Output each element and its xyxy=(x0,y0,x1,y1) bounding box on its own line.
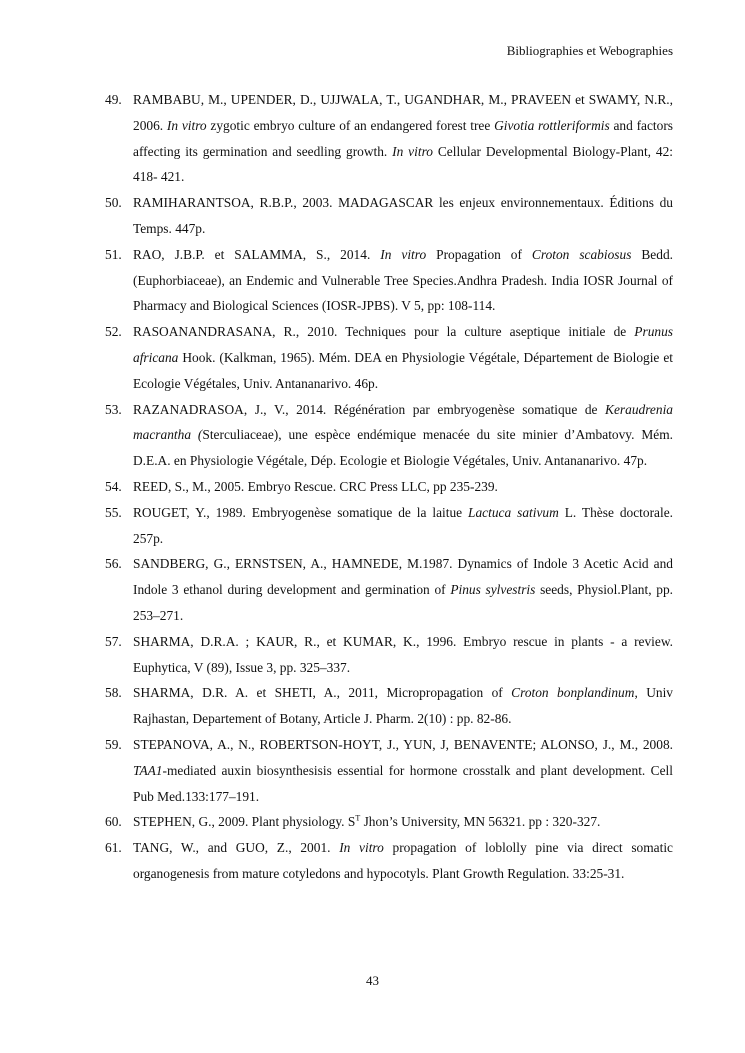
reference-item xyxy=(105,551,673,628)
reference-text-segment: ROUGET, Y., 1989. Embryogenèse somatique de la laitue xyxy=(133,504,469,520)
reference-text xyxy=(133,505,673,546)
reference-item xyxy=(105,835,673,887)
reference-italic-text: Croton bonplandinum xyxy=(511,685,635,701)
reference-italic-text: Givotia rottleriformis xyxy=(494,117,610,133)
reference-number: 50. xyxy=(105,195,122,211)
reference-text-segment: Cellular Developmental Biology-Plant, 42: 418- 421. xyxy=(133,143,673,185)
reference-text-segment: RAMIHARANTSOA, R.B.P., 2003. MADAGASCAR les enjeux environnementaux. Éditions du Temps. 447p. xyxy=(133,195,673,236)
reference-number: 56. xyxy=(105,556,122,572)
reference-number: 54. xyxy=(105,478,122,494)
reference-text-segment: and factors affecting its germination and seedling growth. xyxy=(133,117,674,159)
reference-text-segment: REED, S., M., 2005. Embryo Rescue. CRC Press LLC, pp 235-239. xyxy=(133,478,498,494)
reference-text-segment: Hook. (Kalkman, 1965). Mém. DEA en Physiologie Végétale, Département de Biologie et Ecologie Végétales, Univ. Antananarivo. 46p. xyxy=(133,349,673,391)
reference-italic-text: In vitro xyxy=(392,143,433,159)
reference-text xyxy=(133,814,600,829)
reference-number: 60. xyxy=(105,814,122,830)
reference-item xyxy=(105,500,673,552)
reference-list xyxy=(105,87,673,887)
reference-text-segment: STEPANOVA, A., N., ROBERTSON-HOYT, J., YUN, J, BENAVENTE; ALONSO, J., M., 2008. xyxy=(133,736,673,752)
reference-text-segment: SANDBERG, G., ERNSTSEN, A., HAMNEDE, M.1987. Dynamics of Indole 3 Acetic Acid and Indole 3 ethanol during development and germination of xyxy=(133,556,673,598)
reference-text xyxy=(133,685,673,726)
reference-item xyxy=(105,242,673,319)
reference-italic-text: Lactuca sativum xyxy=(468,504,559,520)
reference-text-segment: TANG, W., and GUO, Z., 2001. xyxy=(133,840,340,856)
reference-italic-text: Prunus africana xyxy=(133,324,673,365)
reference-item xyxy=(105,680,673,732)
reference-text xyxy=(133,195,673,236)
reference-text-segment: RAZANADRASOA, J., V., 2014. Régénération par embryogenèse somatique de xyxy=(133,401,606,417)
reference-number: 61. xyxy=(105,840,122,856)
reference-text-segment: , Univ Rajhastan, Departement of Botany, Article J. Pharm. 2(10) : pp. 82-86. xyxy=(133,685,673,727)
reference-number: 52. xyxy=(105,324,122,340)
reference-text-segment: SHARMA, D.R.A. ; KAUR, R., et KUMAR, K., 1996. Embryo rescue in plants - a review. Euphytica, V (89), Issue 3, pp. 325–337. xyxy=(133,633,673,675)
reference-item xyxy=(105,87,673,190)
reference-item xyxy=(105,809,673,835)
reference-text-segment: zygotic embryo culture of an endangered forest tree xyxy=(206,117,495,133)
page-number: 43 xyxy=(366,973,379,988)
reference-item xyxy=(105,319,673,396)
reference-italic-text: Keraudrenia macrantha ( xyxy=(133,401,673,443)
reference-text-segment: RAO, J.B.P. et SALAMMA, S., 2014. xyxy=(133,246,381,262)
reference-item xyxy=(105,629,673,681)
reference-superscript: T xyxy=(355,813,361,823)
reference-number: 59. xyxy=(105,736,122,752)
reference-text xyxy=(133,479,498,494)
reference-text-segment: STEPHEN, G., 2009. Plant physiology. S xyxy=(133,814,356,830)
reference-text xyxy=(133,92,673,184)
reference-text-segment: RASOANANDRASANA, R., 2010. Techniques pour la culture aseptique initiale de xyxy=(133,324,635,340)
reference-text-segment: Jhon’s University, MN 56321. pp : 320-327. xyxy=(360,814,601,830)
reference-text-segment: Bedd. (Euphorbiaceae), an Endemic and Vulnerable Tree Species.Andhra Pradesh. India IOSR Journal of Pharmacy and Biological Sciences (IOSR-JPBS). V 5, pp: 108-114. xyxy=(133,246,673,314)
reference-number: 58. xyxy=(105,685,122,701)
reference-text-segment: RAMBABU, M., UPENDER, D., UJJWALA, T., UGANDHAR, M., PRAVEEN et SWAMY, N.R., 2006. xyxy=(133,92,673,133)
reference-text-segment: Sterculiaceae), une espèce endémique menacée du site minier d’Ambatovy. Mém. D.E.A. en Physiologie Végétale, Dép. Ecologie et Biologie Végétales, Univ. Antananarivo. 47p. xyxy=(133,427,673,469)
reference-number: 57. xyxy=(105,633,122,649)
reference-item xyxy=(105,732,673,809)
reference-italic-text: TAA1 xyxy=(133,762,163,778)
reference-text xyxy=(133,737,673,804)
page-header: Bibliographies et Webographies xyxy=(506,43,673,58)
reference-number: 53. xyxy=(105,401,122,417)
reference-text-segment: seeds, Physiol.Plant, pp. 253–271. xyxy=(133,582,674,623)
reference-item xyxy=(105,474,673,500)
reference-text xyxy=(133,402,673,469)
reference-italic-text: In vitro xyxy=(380,246,427,262)
reference-text xyxy=(133,247,673,314)
reference-text-segment: L. Thèse doctorale. 257p. xyxy=(133,504,673,546)
reference-text xyxy=(133,556,673,623)
reference-text xyxy=(133,324,673,391)
reference-italic-text: Pinus sylvestris xyxy=(450,582,536,598)
reference-number: 51. xyxy=(105,246,122,262)
reference-item xyxy=(105,397,673,474)
reference-text-segment: propagation of loblolly pine via direct somatic organogenesis from mature cotyledons and hypocotyls. Plant Growth Regulation. 33:25-31. xyxy=(133,840,673,881)
reference-text xyxy=(133,634,673,675)
reference-italic-text: In vitro xyxy=(339,840,384,856)
reference-number: 49. xyxy=(105,92,122,107)
reference-text xyxy=(133,840,673,881)
reference-italic-text: Croton scabiosus xyxy=(531,246,632,262)
reference-item xyxy=(105,190,673,242)
reference-italic-text: In vitro xyxy=(166,117,207,133)
reference-number: 55. xyxy=(105,504,122,520)
reference-text-segment: -mediated auxin biosynthesisis essential for hormone crosstalk and plant development. Cell Pub Med.133:177–191. xyxy=(133,762,673,804)
reference-text-segment: Propagation of xyxy=(426,246,532,262)
reference-text-segment: SHARMA, D.R. A. et SHETI, A., 2011, Micropropagation of xyxy=(133,685,512,701)
